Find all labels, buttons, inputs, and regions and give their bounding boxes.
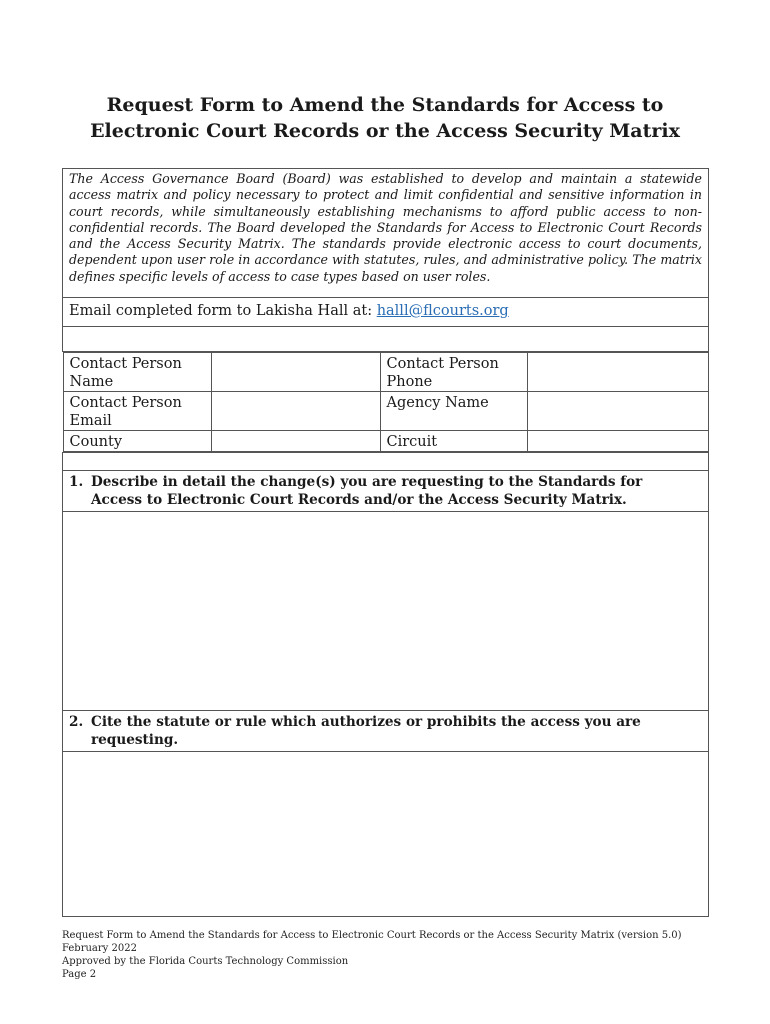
page-title: [40, 92, 730, 144]
question-1: [63, 471, 709, 512]
question-2-text-line1: Cite the statute or rule which authorizes or prohibits the access you are: [91, 714, 641, 730]
circuit-label: Circuit: [380, 431, 527, 452]
email-link[interactable]: halll@flcourts.org: [376, 303, 509, 319]
contact-email-label: Contact Person Email: [63, 392, 211, 431]
email-instruction: [63, 298, 709, 327]
contact-info-section: [63, 352, 709, 453]
question-1-answer-field[interactable]: [63, 512, 709, 711]
question-2-answer-field[interactable]: [63, 752, 709, 917]
agency-name-label: Agency Name: [380, 392, 527, 431]
spacer-row: [63, 453, 709, 471]
contact-name-field[interactable]: [211, 353, 380, 392]
contact-info-table: [63, 352, 709, 452]
question-2: [63, 711, 709, 752]
question-2-text-line2: requesting.: [91, 732, 179, 748]
county-field[interactable]: [211, 431, 380, 452]
contact-name-label: Contact Person Name: [63, 353, 211, 392]
footer-approval: Approved by the Florida Courts Technology Commission: [62, 956, 349, 967]
agency-name-field[interactable]: [527, 392, 708, 431]
footer-date: February 2022: [62, 943, 137, 954]
title-line-1: Request Form to Amend the Standards for Access to: [106, 94, 664, 116]
question-1-text-line1: Describe in detail the change(s) you are requesting to the Standards for: [91, 474, 643, 490]
question-1-number: 1.: [69, 474, 84, 490]
circuit-field[interactable]: [527, 431, 708, 452]
blank-row: [63, 327, 709, 352]
question-1-text-line2: Access to Electronic Court Records and/or the Access Security Matrix.: [91, 492, 627, 508]
request-form-table: [62, 168, 709, 917]
footer-title: Request Form to Amend the Standards for Access to Electronic Court Records or the Access Security Matrix (version 5.0): [62, 930, 682, 941]
intro-paragraph: The Access Governance Board (Board) was established to develop and maintain a statewide access matrix and policy necessary to protect and limit confidential and sensitive information in court records, while simultaneously establishing mechanisms to afford public access to non-confidential records. The Board developed the Standards for Access to Electronic Court Records and the Access Security Matrix. The standards provide electronic access to court documents, dependent upon user role in accordance with statutes, rules, and administrative policy. The matrix defines specific levels of access to case types based on user roles.: [63, 169, 709, 298]
question-2-number: 2.: [69, 714, 84, 730]
page-footer: [62, 929, 682, 981]
contact-phone-field[interactable]: [527, 353, 708, 392]
county-label: County: [63, 431, 211, 452]
email-instruction-label: Email completed form to Lakisha Hall at:: [69, 303, 377, 319]
footer-page-number: Page 2: [62, 969, 97, 980]
contact-phone-label: Contact Person Phone: [380, 353, 527, 392]
title-line-2: Electronic Court Records or the Access Security Matrix: [90, 120, 680, 142]
contact-email-field[interactable]: [211, 392, 380, 431]
